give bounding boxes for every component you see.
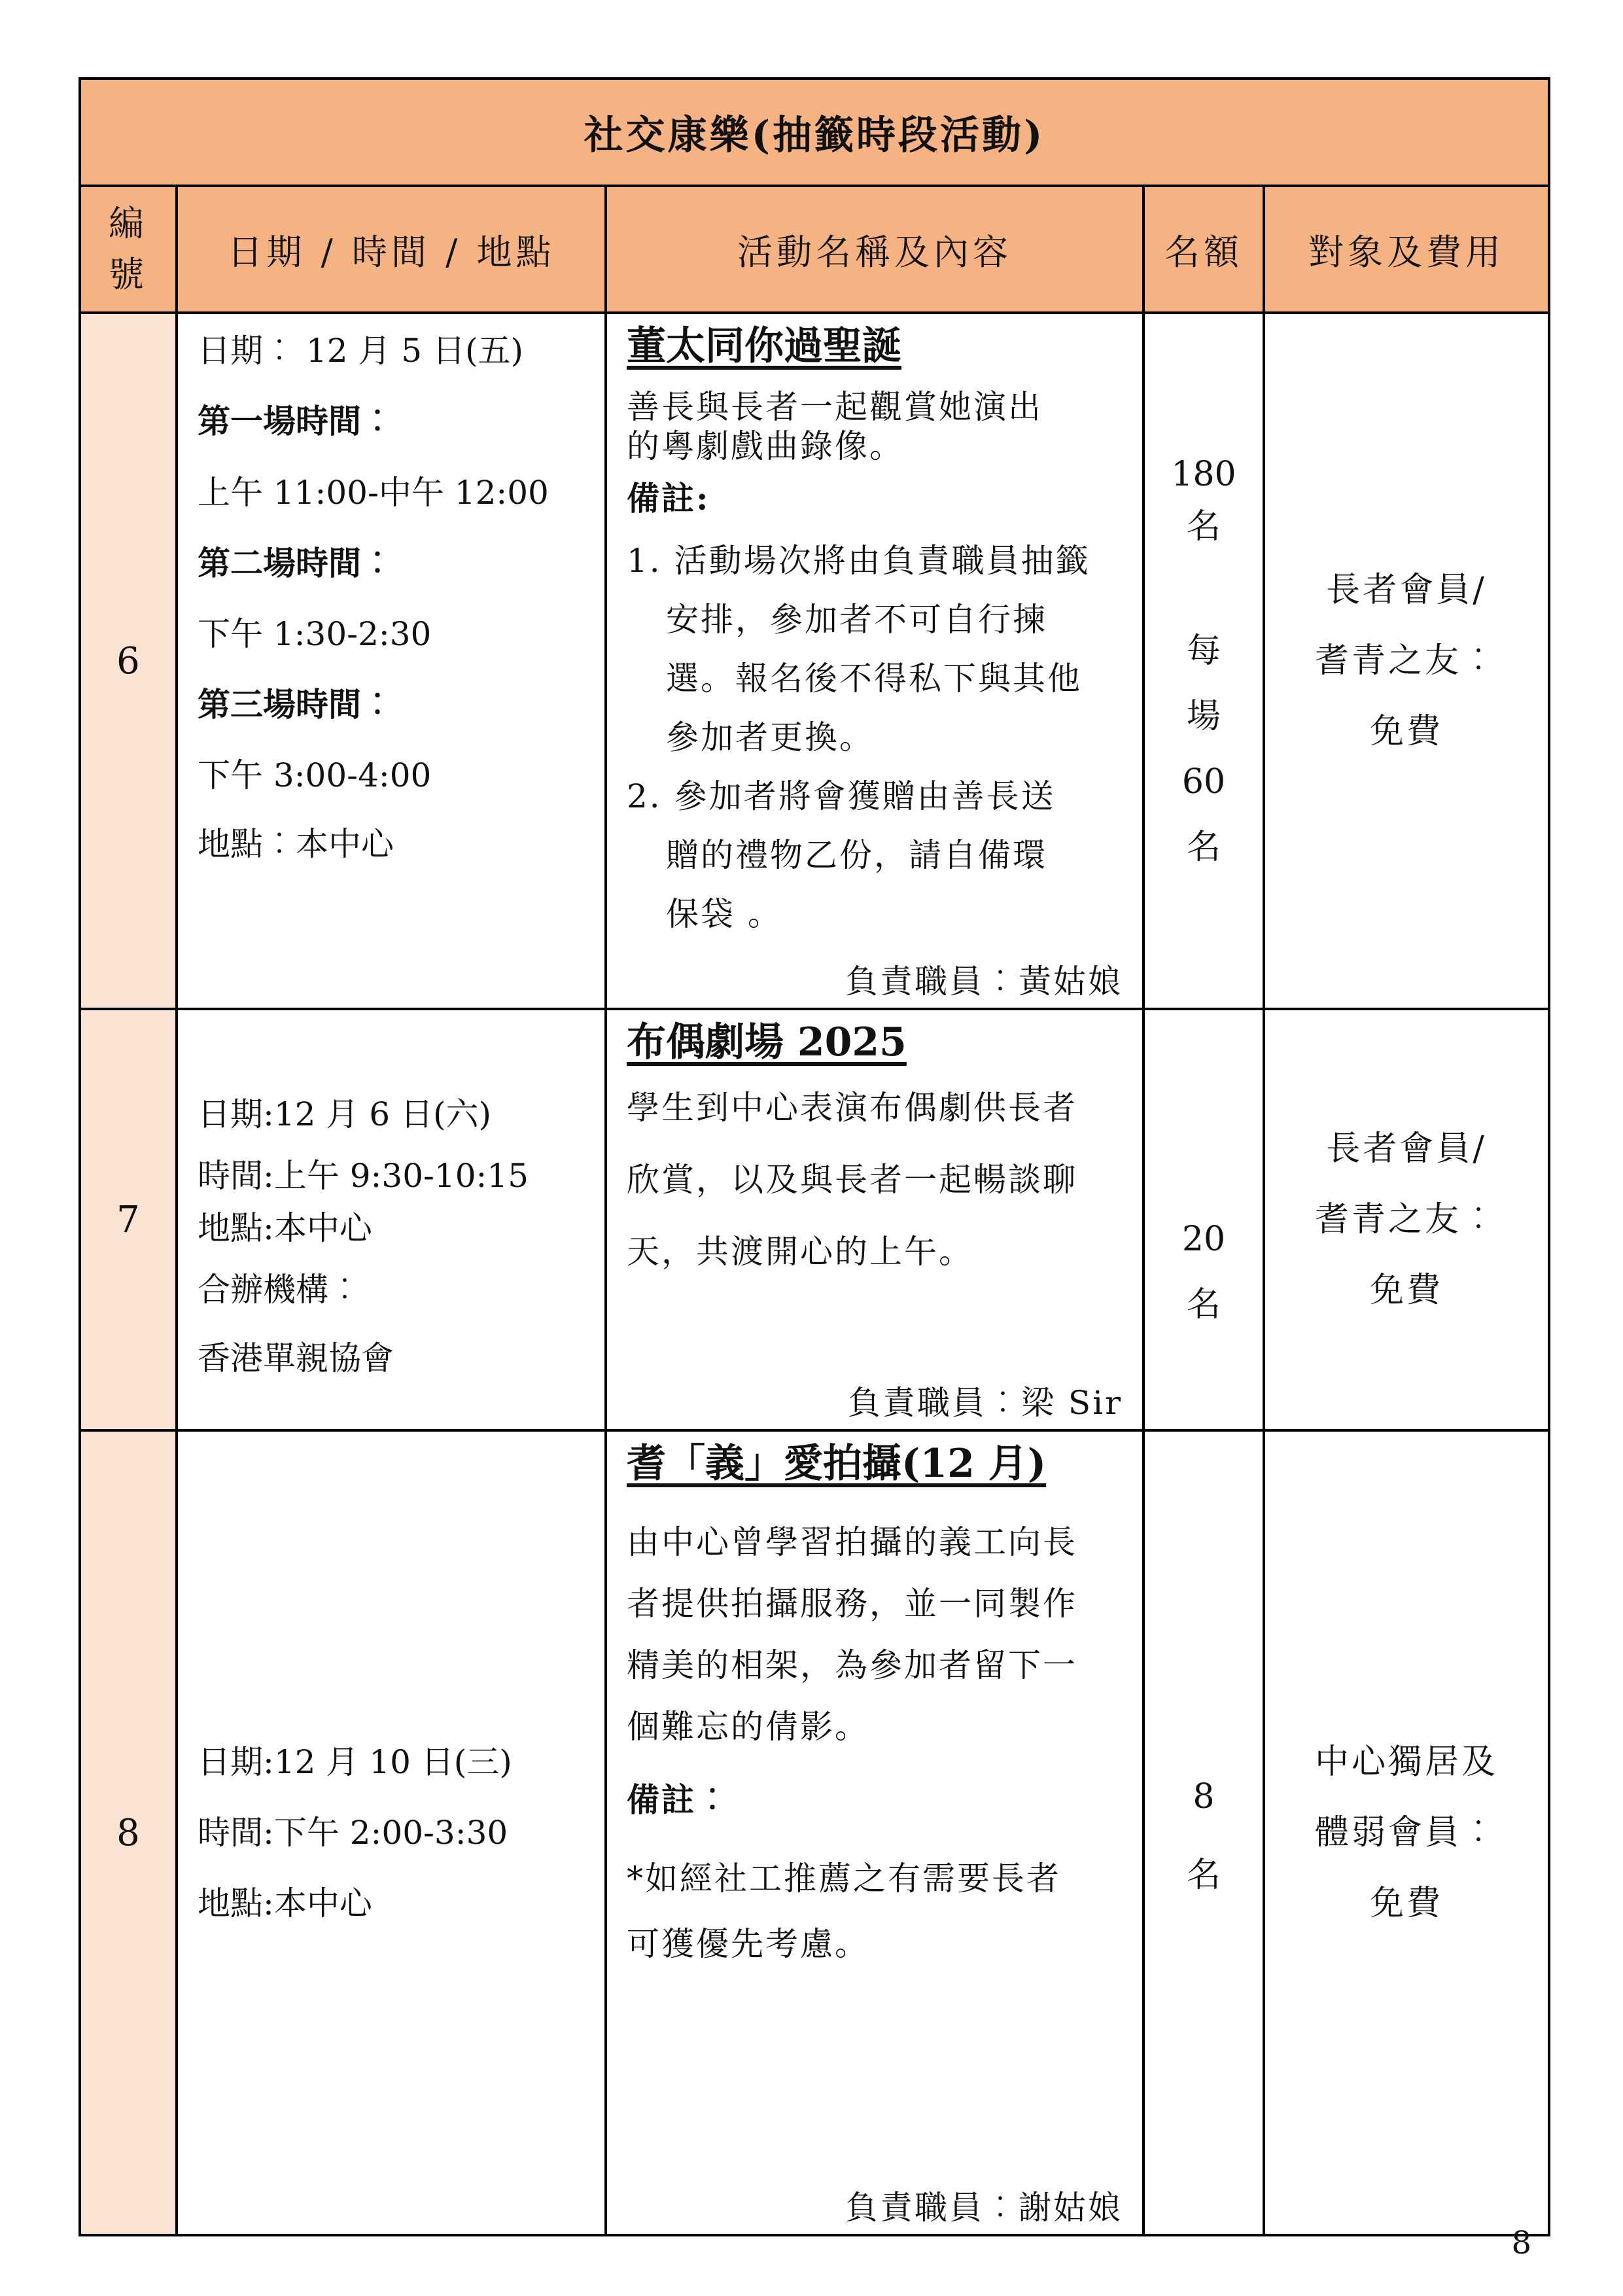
co-organizer-label: 合辦機構︰ [198, 1271, 361, 1309]
activity-desc-line: 個難忘的倩影。 [627, 1708, 869, 1746]
target-line: 中心獨居及 [1315, 1742, 1499, 1782]
date-text: 日期:12 月 6 日(六) [198, 1095, 491, 1133]
activity-table [79, 77, 1550, 2236]
target-cell [1264, 1430, 1549, 2235]
quota-per: 每 [1186, 631, 1221, 671]
activity-desc-line: 天，共渡開心的上午。 [627, 1233, 973, 1271]
date-cell [177, 1009, 606, 1430]
activity-cell [606, 313, 1143, 1009]
row-number: 6 [80, 313, 177, 1009]
target-line: 長者會員/ [1326, 571, 1487, 610]
table-row [80, 313, 1549, 1009]
table-title-row [80, 79, 1549, 186]
note-line: 參加者更換。 [666, 718, 874, 756]
activity-cell [606, 1430, 1143, 2235]
quota-total: 20 [1181, 1220, 1226, 1259]
quota-cell [1143, 313, 1264, 1009]
target-line: 耆青之友︰ [1315, 641, 1499, 680]
quota-total: 180 [1171, 455, 1236, 494]
fee-text: 免費 [1370, 1271, 1444, 1310]
note-line: 2. 參加者將會獲贈由善長送 [627, 777, 1056, 815]
quota-unit: 名 [1186, 507, 1221, 546]
activity-desc-line: 學生到中心表演布偶劇供長者 [627, 1089, 1077, 1127]
quota-session-count: 60 [1181, 762, 1226, 802]
header-num-line1: 編 [109, 203, 148, 244]
co-organizer-name: 香港單親協會 [198, 1339, 394, 1377]
staff-in-charge: 負責職員︰謝姑娘 [845, 2189, 1123, 2227]
table-title: 社交康樂(抽籤時段活動) [80, 79, 1549, 186]
time-text: 時間:上午 9:30-10:15 [198, 1157, 529, 1195]
session2-time: 下午 1:30-2:30 [198, 615, 432, 653]
activity-cell [606, 1009, 1143, 1430]
header-quota: 名額 [1143, 186, 1264, 313]
activity-desc-line: 精美的相架，為參加者留下一 [627, 1646, 1077, 1684]
quota-per-session: 場 [1186, 697, 1221, 736]
header-row [80, 186, 1549, 313]
header-target: 對象及費用 [1264, 186, 1549, 313]
activity-desc-line: 的粵劇戲曲錄像。 [627, 427, 904, 465]
target-line: 耆青之友︰ [1315, 1200, 1499, 1239]
fee-text: 免費 [1370, 1884, 1444, 1923]
place-text: 地點:本中心 [198, 1209, 372, 1247]
header-activity: 活動名稱及內容 [606, 186, 1143, 313]
note-line: 可獲優先考慮。 [627, 1925, 869, 1963]
session3-label: 第三場時間︰ [198, 685, 394, 724]
session1-time: 上午 11:00-中午 12:00 [198, 474, 549, 512]
note-line: 選。報名後不得私下與其他 [666, 660, 1082, 698]
activity-desc-line: 欣賞，以及與長者一起暢談聊 [627, 1161, 1077, 1199]
quota-unit: 名 [1186, 828, 1221, 867]
time-text: 時間:下午 2:00-3:30 [198, 1814, 508, 1852]
target-cell [1264, 313, 1549, 1009]
date-cell [177, 313, 606, 1009]
table-row [80, 1009, 1549, 1430]
note-label: 備註: [627, 479, 710, 518]
target-line: 體弱會員︰ [1315, 1813, 1499, 1852]
row-number: 8 [80, 1430, 177, 2235]
activity-desc-line: 者提供拍攝服務，並一同製作 [627, 1585, 1077, 1623]
target-cell [1264, 1009, 1549, 1430]
note-label: 備註︰ [627, 1780, 731, 1819]
staff-in-charge: 負責職員︰黃姑娘 [845, 963, 1123, 1000]
page-number: 8 [1511, 2225, 1531, 2261]
table-row [80, 1430, 1549, 2235]
place-text: 地點︰本中心 [198, 825, 394, 863]
quota-cell [1143, 1009, 1264, 1430]
activity-title: 布偶劇場 2025 [627, 1019, 907, 1065]
target-line: 長者會員/ [1326, 1129, 1487, 1169]
session3-time: 下午 3:00-4:00 [198, 756, 432, 794]
row-number: 7 [80, 1009, 177, 1430]
note-line: 贈的禮物乙份，請自備環 [666, 836, 1047, 874]
note-line: *如經社工推薦之有需要長者 [627, 1860, 1061, 1898]
header-date: 日期 / 時間 / 地點 [177, 186, 606, 313]
header-num-line2: 號 [109, 254, 148, 295]
fee-text: 免費 [1370, 712, 1444, 751]
quota-unit: 名 [1186, 1856, 1221, 1895]
date-text: 日期︰ 12 月 5 日(五) [198, 332, 524, 370]
quota-cell [1143, 1430, 1264, 2235]
date-text: 日期:12 月 10 日(三) [198, 1743, 512, 1781]
place-text: 地點:本中心 [198, 1884, 372, 1922]
session1-label: 第一場時間︰ [198, 402, 394, 440]
quota-total: 8 [1193, 1777, 1215, 1816]
staff-in-charge: 負責職員︰梁 Sir [847, 1384, 1123, 1422]
session2-label: 第二場時間︰ [198, 544, 394, 582]
note-line: 1. 活動場次將由負責職員抽籤 [627, 542, 1091, 580]
header-num [80, 186, 177, 313]
date-cell [177, 1430, 606, 2235]
activity-desc-line: 善長與長者一起觀賞她演出 [627, 388, 1043, 426]
activity-desc-line: 由中心曾學習拍攝的義工向長 [627, 1523, 1077, 1561]
note-line: 安排，參加者不可自行揀 [666, 601, 1047, 639]
activity-title: 董太同你過聖誕 [627, 323, 901, 369]
note-line: 保袋 。 [666, 895, 782, 933]
quota-unit: 名 [1186, 1285, 1221, 1324]
activity-title: 耆「義」愛拍攝(12 月) [627, 1441, 1047, 1487]
